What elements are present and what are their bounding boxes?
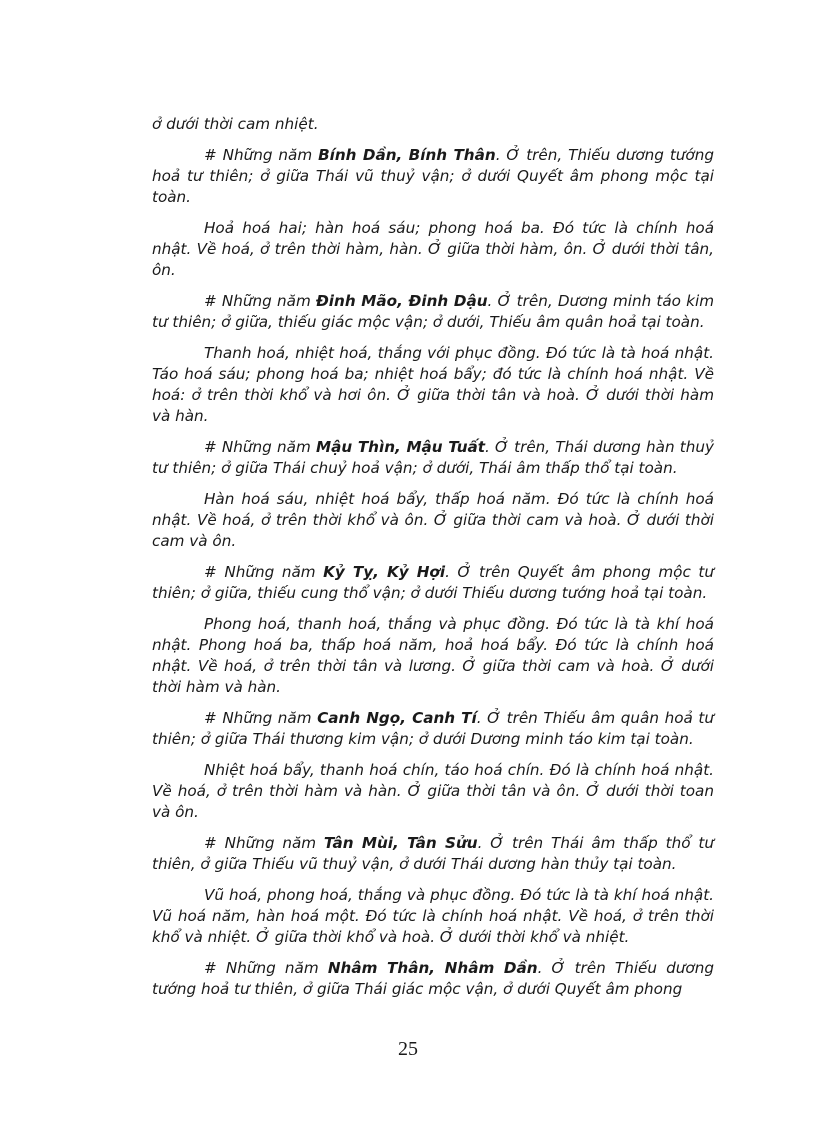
page-number: 25: [398, 1038, 418, 1060]
year-names: Mậu Thìn, Mậu Tuất: [315, 438, 486, 456]
paragraph: Hàn hoá sáu, nhiệt hoá bẩy, thấp hoá năm. Đó tức là chính hoá nhật. Về hoá, ở trên thời khổ và ôn. Ở giữa thời cam và hoà. Ở dưới thời cam và ôn.: [152, 490, 714, 550]
paragraph: Thanh hoá, nhiệt hoá, thắng với phục đồng. Đó tức là tà hoá nhật. Táo hoá sáu; phong hoá ba; nhiệt hoá bẩy; đó tức là chính hoá nhật. Về hoá: ở trên thời khổ và hơi ôn. Ở giữa thời tân và hoà. Ở dưới thời hàm và hàn.: [152, 344, 714, 425]
year-names: Bính Dần, Bính Thân: [318, 146, 496, 164]
paragraph: Vũ hoá, phong hoá, thắng và phục đồng. Đó tức là tà khí hoá nhật. Vũ hoá năm, hàn hoá một. Đó tức là chính hoá nhật. Về hoá, ở trên thời khổ và nhiệt. Ở giữa thời khổ và hoà. Ở dưới thời khổ và nhiệt.: [152, 886, 714, 946]
year-names: Đinh Mão, Đinh Dậu: [315, 292, 488, 310]
year-paragraph: # Những năm Kỷ Tỵ, Kỷ Hợi. Ở trên Quyết âm phong mộc tư thiên; ở giữa, thiếu cung thổ vận; ở dưới Thiếu dương tướng hoả tại toàn.: [152, 563, 714, 602]
year-paragraph: # Những năm Canh Ngọ, Canh Tí. Ở trên Thiếu âm quân hoả tư thiên; ở giữa Thái thương kim vận; ở dưới Dương minh táo kim tại toàn.: [152, 709, 714, 748]
paragraph: Phong hoá, thanh hoá, thắng và phục đồng. Đó tức là tà khí hoá nhật. Phong hoá ba, thấp hoá năm, hoả hoá bẩy. Đó tức là chính hoá nhật. Về hoá, ở trên thời tân và lương. Ở giữa thời cam và hoà. Ở dưới thời hàm và hàn.: [152, 615, 714, 696]
year-names: Tân Mùi, Tân Sửu: [323, 834, 478, 852]
paragraph: Nhiệt hoá bẩy, thanh hoá chín, táo hoá chín. Đó là chính hoá nhật. Về hoá, ở trên thời hàm và hàn. Ở giữa thời tân và ôn. Ở dưới thời toan và ôn.: [152, 761, 714, 821]
year-names: Nhâm Thân, Nhâm Dần: [327, 959, 538, 977]
year-paragraph: # Những năm Đinh Mão, Đinh Dậu. Ở trên, Dương minh táo kim tư thiên; ở giữa, thiếu giác mộc vận; ở dưới, Thiếu âm quân hoả tại toàn.: [152, 292, 714, 331]
year-paragraph: # Những năm Bính Dần, Bính Thân. Ở trên, Thiếu dương tướng hoả tư thiên; ở giữa Thái vũ thuỷ vận; ở dưới Quyết âm phong mộc tại toàn.: [152, 146, 714, 206]
year-paragraph: # Những năm Tân Mùi, Tân Sửu. Ở trên Thái âm thấp thổ tư thiên, ở giữa Thiếu vũ thuỷ vận, ở dưới Thái dương hàn thủy tại toàn.: [152, 834, 714, 873]
paragraph: Hoả hoá hai; hàn hoá sáu; phong hoá ba. Đó tức là chính hoá nhật. Về hoá, ở trên thời hàm, hàn. Ở giữa thời hàm, ôn. Ở dưới thời tân, ôn.: [152, 219, 714, 279]
year-paragraph: # Những năm Nhâm Thân, Nhâm Dần. Ở trên Thiếu dương tướng hoả tư thiên, ở giữa Thái giác mộc vận, ở dưới Quyết âm phong: [152, 959, 714, 998]
paragraph: ở dưới thời cam nhiệt.: [152, 115, 319, 133]
year-names: Canh Ngọ, Canh Tí: [317, 709, 477, 727]
year-paragraph: # Những năm Mậu Thìn, Mậu Tuất. Ở trên, Thái dương hàn thuỷ tư thiên; ở giữa Thái chuỷ hoả vận; ở dưới, Thái âm thấp thổ tại toàn.: [152, 438, 714, 477]
page-body: [152, 114, 714, 1010]
year-names: Kỷ Tỵ, Kỷ Hợi: [323, 563, 446, 581]
